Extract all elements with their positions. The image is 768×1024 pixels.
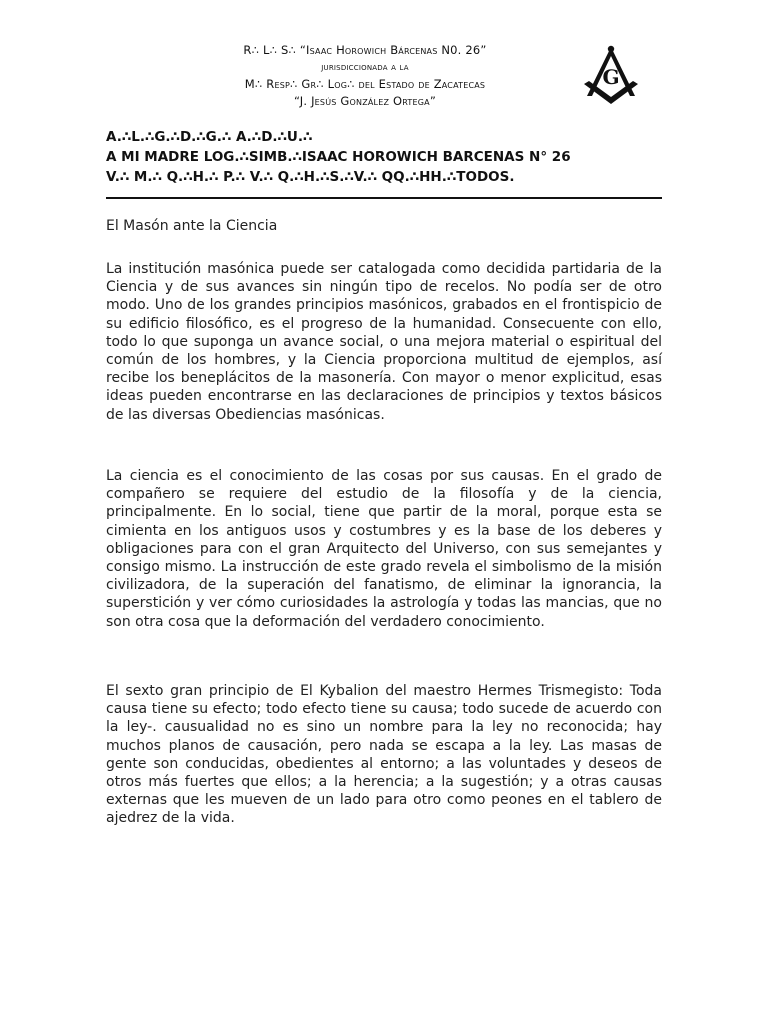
salutation-line-greeting: V.∴ M.∴ Q.∴H.∴ P.∴ V.∴ Q.∴H.∴S.∴V.∴ QQ.∴HH.∴TODOS. (106, 169, 515, 185)
paragraph: El sexto gran principio de El Kybalion del maestro Hermes Trismegisto: Toda causa tiene su efecto; todo efecto tiene su causa; todo sucede de acuerdo con la ley-. causualidad no es sino un nombre para la ley no reconocida; hay muchos planos de causación, pero nada se escapa a la ley. Las masas de gente son conducidas, obedientes al entorno; a las voluntades y deseos de otros más fuertes que ellos; a la herencia; a la sugestión; y a otras causas externas que les mueven de un lado para otro como peones en el tablero de ajedrez de la vida. (106, 683, 662, 827)
header-line-jurisdiction: jurisdiccionada a la (321, 62, 409, 73)
header-line-lodge: R∴ L∴ S∴ “Isaac Horowich Bárcenas N0. 26” (243, 43, 487, 57)
salutation-line-invocation: A.∴L.∴G.∴D.∴G.∴ A.∴D.∴U.∴ (106, 129, 313, 145)
salutation-line-lodge: A MI MADRE LOG.∴SIMB.∴ISAAC HOROWICH BARCENAS N° 26 (106, 149, 571, 165)
salutation-block (106, 127, 666, 187)
header-line-name: “J. Jesús González Ortega” (293, 94, 436, 108)
paragraph: La institución masónica puede ser catalogada como decidida partidaria de la Ciencia y de sus avances sin ningún tipo de recelos. No podía ser de otro modo. Uno de los grandes principios masónicos, grabados en el frontispicio de su edificio filosófico, es el progreso de la humanidad. Consecuente con ello, todo lo que suponga un avance social, o una mejora material o espiritual del común de los hombres, y la Ciencia proporciona multitud de ejemplos, así recibe los beneplácitos de la masonería. Con mayor o menor explicitud, esas ideas pueden encontrarse en las declaraciones de principios y textos básicos de las diversas Obediencias masónicas. (106, 261, 662, 423)
header-line-grand-lodge: M∴ Resp∴ Gr∴ Log∴ del Estado de Zacatecas (244, 77, 486, 91)
square-and-compass-icon (578, 44, 644, 106)
horizontal-divider (106, 197, 662, 199)
document-title: El Masón ante la Ciencia (106, 218, 278, 234)
paragraph: La ciencia es el conocimiento de las cosas por sus causas. En el grado de compañero se requiere del estudio de la filosofía y de la ciencia, principalmente. En lo social, tiene que partir de la moral, porque esta se cimienta en los antiguos usos y costumbres y es la base de los deberes y obligaciones para con el gran Arquitecto del Universo, con sus semejantes y consigo mismo. La instrucción de este grado revela el simbolismo de la misión civilizadora, de la superación del fanatismo, de eliminar la ignorancia, la superstición y ver cómo curiosidades la astrología y todas las mancias, que no son otra cosa que la deformación del verdadero conocimiento. (106, 468, 662, 630)
lodge-header (160, 42, 570, 110)
emblem-letter: G (602, 65, 620, 89)
